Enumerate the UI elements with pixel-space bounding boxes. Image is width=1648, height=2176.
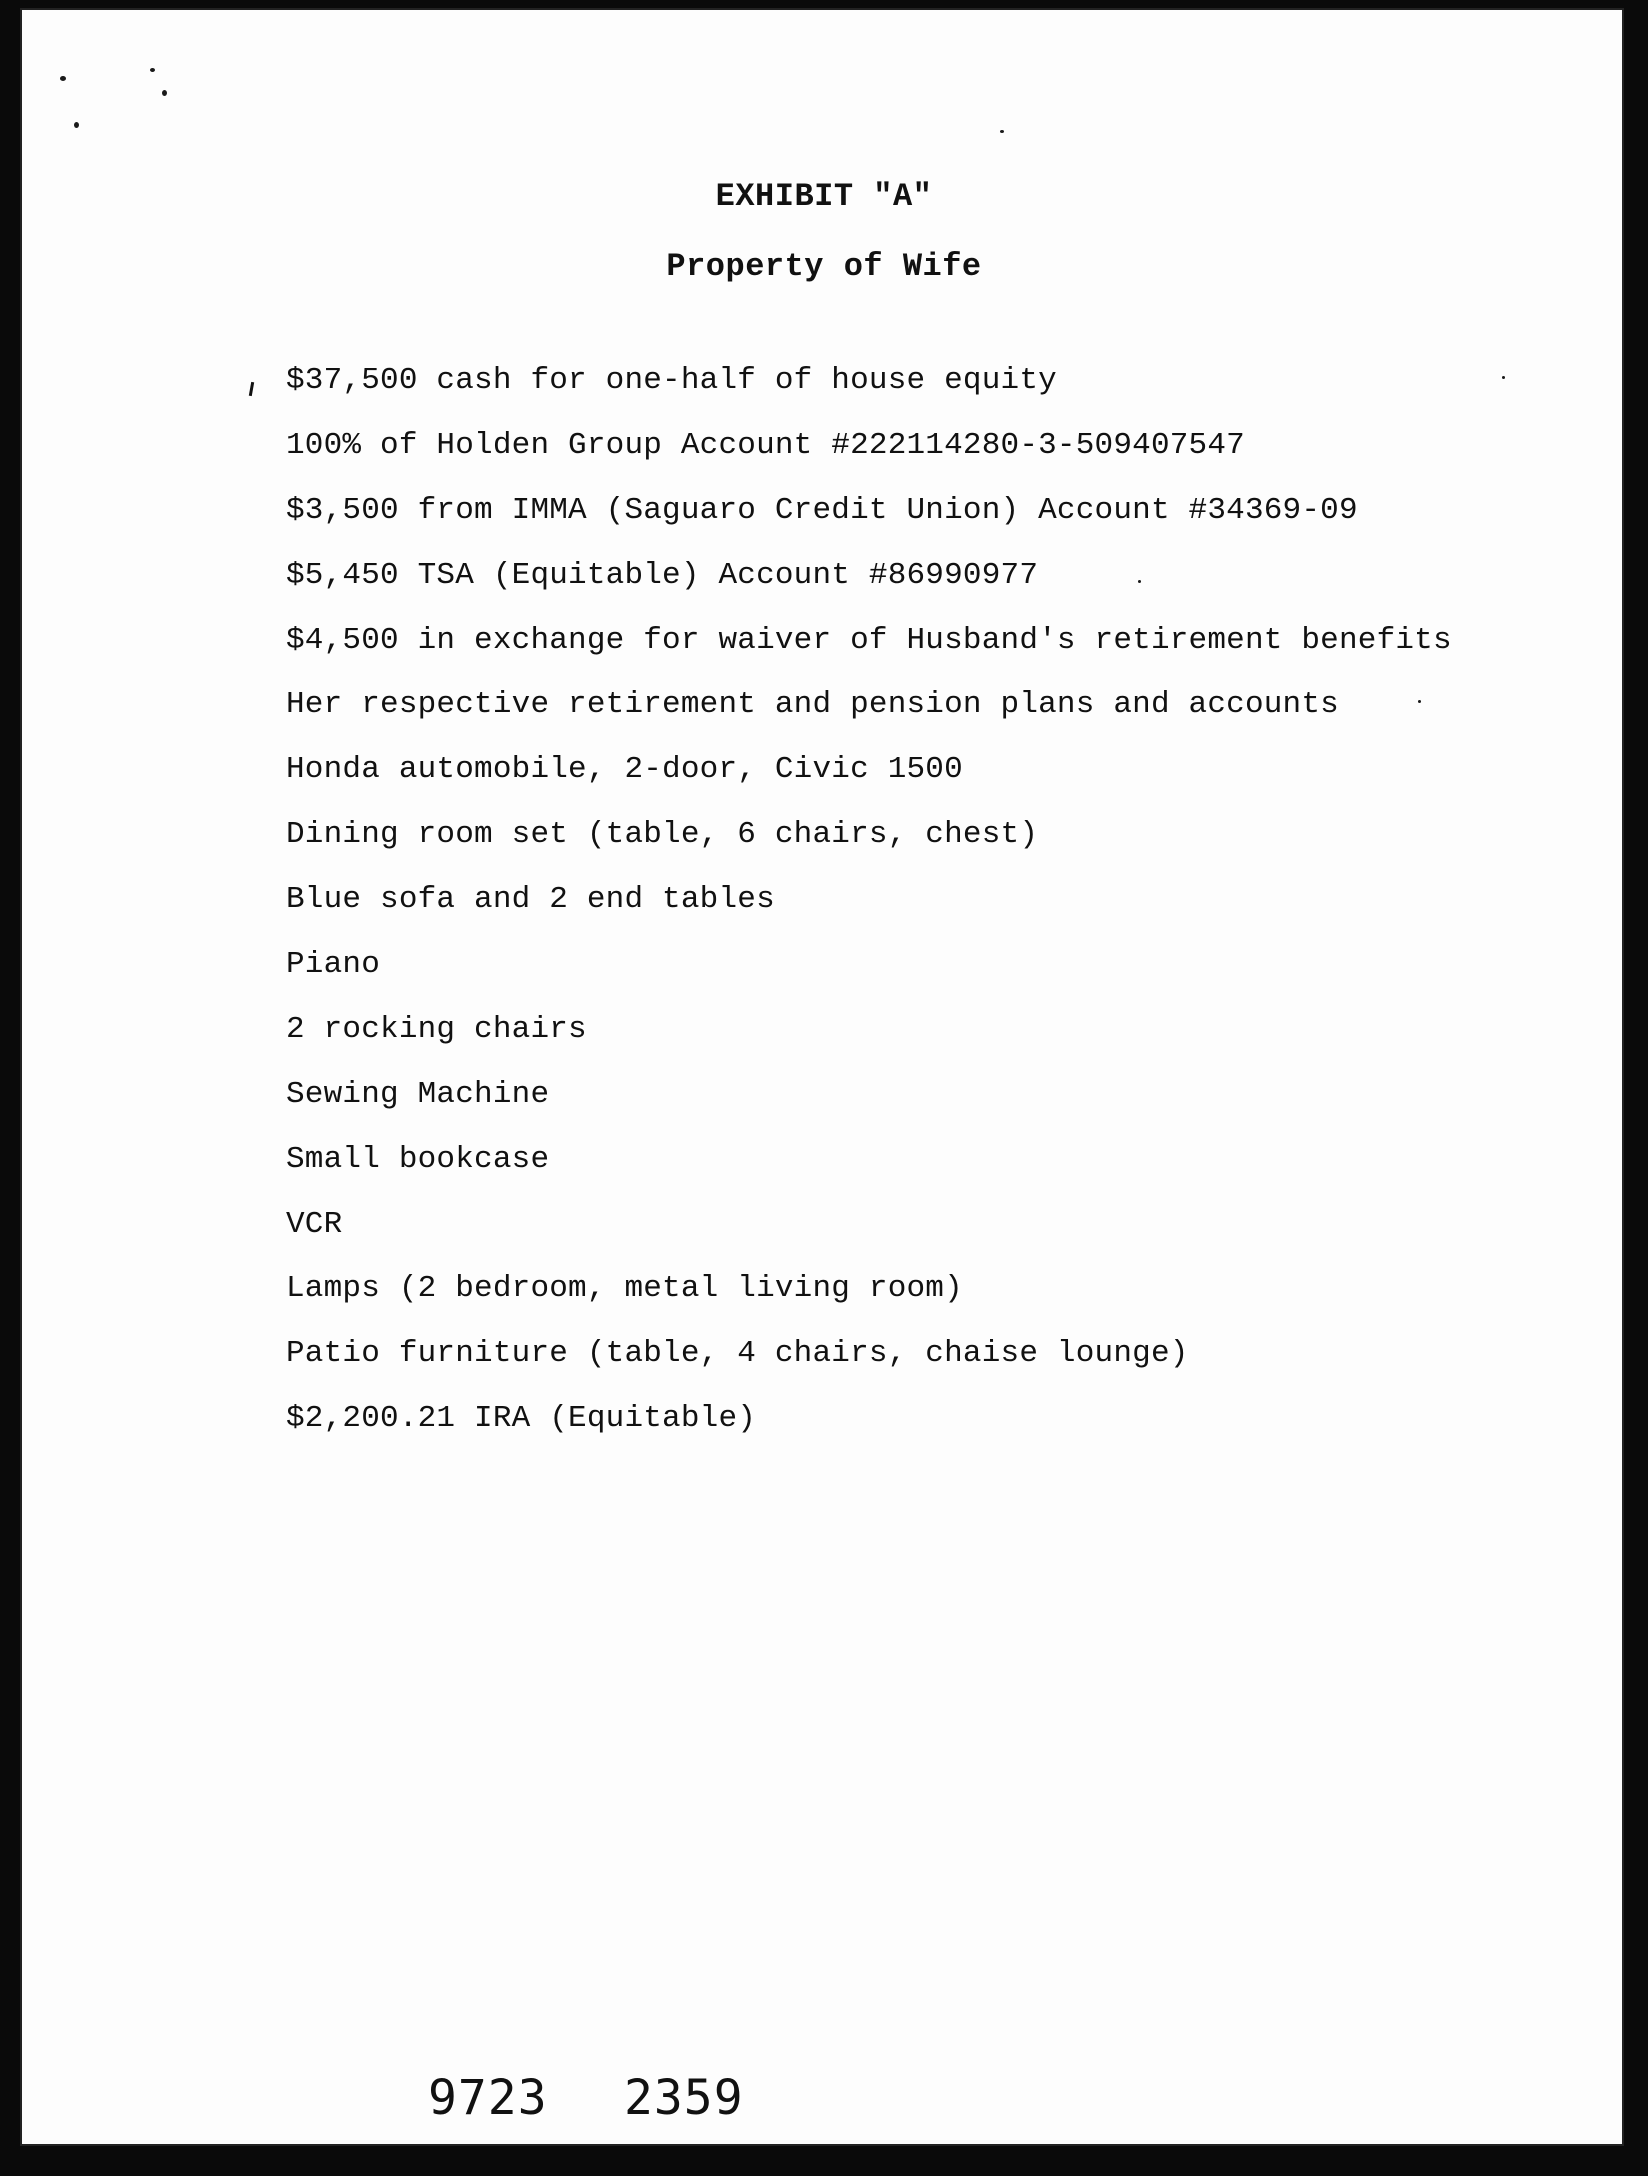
list-item: $37,500 cash for one-half of house equity <box>286 363 1057 398</box>
list-item: 100% of Holden Group Account #222114280-3-509407547 <box>286 427 1245 463</box>
list-item: Piano <box>286 947 381 983</box>
scan-speck <box>162 90 167 96</box>
list-item: Her respective retirement and pension plans and accounts <box>286 687 1339 723</box>
scan-speck <box>74 122 79 128</box>
document-subtitle: Property of Wife <box>666 248 982 285</box>
list-item: $5,450 TSA (Equitable) Account #86990977 <box>286 557 1039 593</box>
document-page <box>22 10 1622 2144</box>
scan-speck <box>1000 130 1004 133</box>
list-item: $3,500 from IMMA (Saguaro Credit Union) Account #34369-09 <box>286 492 1358 528</box>
list-item: Small bookcase <box>286 1141 550 1177</box>
list-item: VCR <box>286 1206 343 1242</box>
list-item: $2,200.21 IRA (Equitable) <box>286 1401 757 1437</box>
scan-speck <box>1502 376 1505 379</box>
margin-mark <box>249 382 254 396</box>
list-item: Honda automobile, 2-door, Civic 1500 <box>286 752 963 788</box>
list-item: 2 rocking chairs <box>286 1011 587 1047</box>
list-item: $4,500 in exchange for waiver of Husband's retirement benefits <box>286 622 1452 658</box>
document-number-prefix: 9723 <box>428 2070 548 2126</box>
list-item: Blue sofa and 2 end tables <box>286 882 775 918</box>
scan-speck <box>60 76 66 81</box>
scan-speck <box>150 68 155 72</box>
list-item: Lamps (2 bedroom, metal living room) <box>286 1271 963 1307</box>
list-item: Dining room set (table, 6 chairs, chest) <box>286 817 1039 853</box>
list-item: Patio furniture (table, 4 chairs, chaise lounge) <box>286 1336 1189 1372</box>
exhibit-title: EXHIBIT "A" <box>715 178 933 215</box>
list-item: Sewing Machine <box>286 1076 550 1112</box>
document-number-suffix: 2359 <box>624 2070 744 2126</box>
property-list <box>286 360 1452 1463</box>
